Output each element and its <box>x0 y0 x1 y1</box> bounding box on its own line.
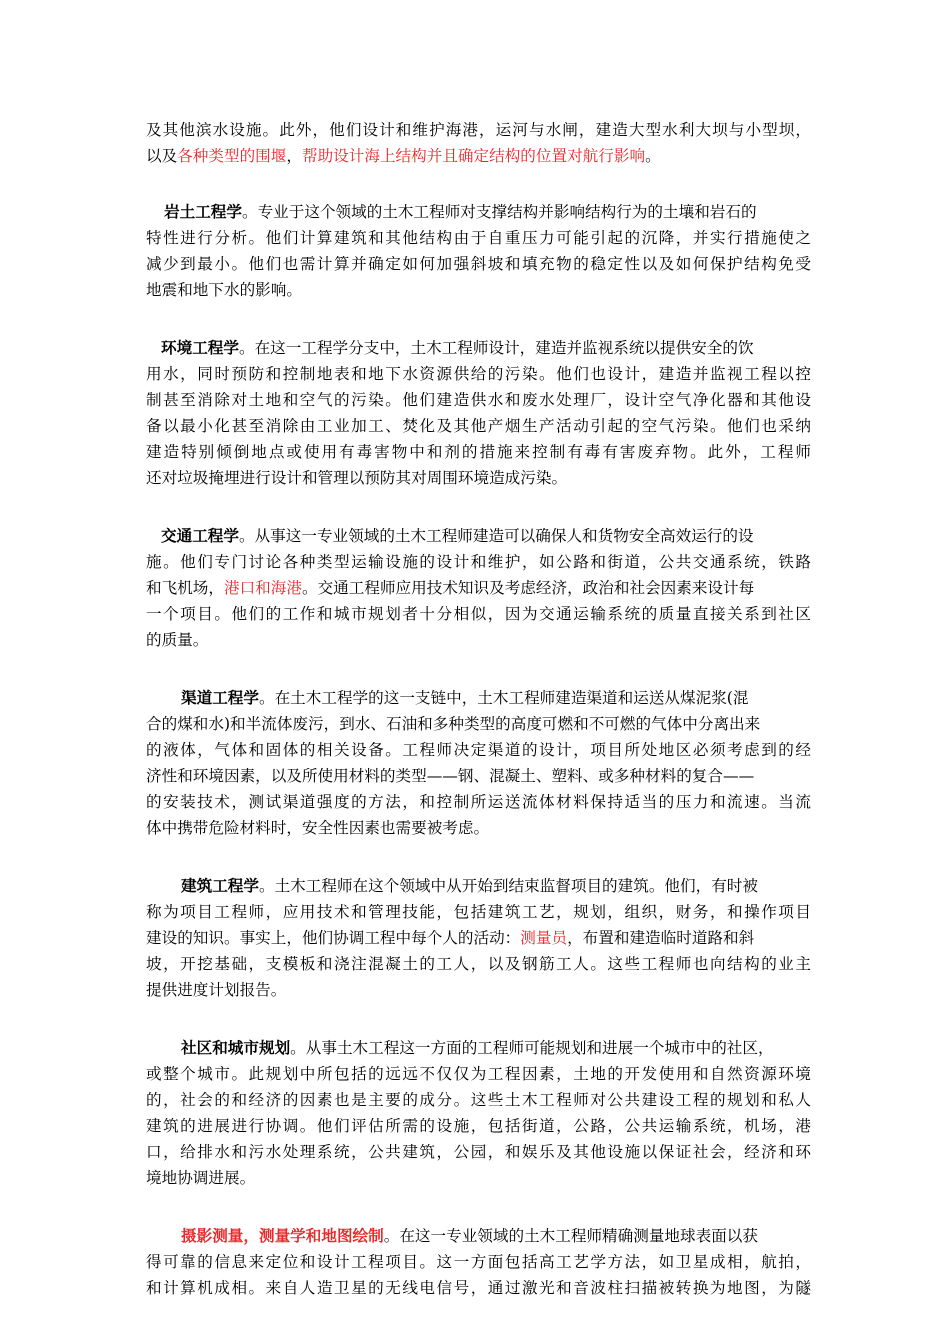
text-line <box>146 335 811 361</box>
text-line <box>146 465 811 491</box>
text-line <box>146 763 811 789</box>
text-line <box>146 1165 811 1191</box>
text-line <box>146 1249 811 1275</box>
text-run: 的安装技术，测试渠道强度的方法，和控制所运送流体材料保持适当的压力和流速。当流 <box>146 793 811 811</box>
text-line <box>146 1275 811 1301</box>
text-line <box>146 1061 811 1087</box>
text-run: 提供进度计划报告。 <box>146 981 287 999</box>
paragraph-pipeline <box>146 685 811 841</box>
text-line <box>146 439 811 465</box>
paragraph-urban-planning <box>146 1035 811 1191</box>
text-line <box>146 143 811 169</box>
text-line <box>146 1087 811 1113</box>
text-run: 或整个城市。此规划中所包括的远远不仅仅为工程因素，土地的开发使用和自然资源环境 <box>146 1065 811 1083</box>
text-line <box>146 1223 811 1249</box>
section-heading: 摄影测量，测量学和地图绘制 <box>181 1226 384 1245</box>
text-run: 。在这一专业领域的土木工程师精确测量地球表面以获 <box>383 1227 758 1245</box>
section-heading: 交通工程学 <box>161 526 239 545</box>
text-run: 的，社会的和经济的因素也是主要的成分。这些土木工程师对公共建设工程的规划和私人 <box>146 1091 811 1109</box>
text-run: 济性和环境因素，以及所使用材料的类型——钢、混凝土、塑料、或多种材料的复合—— <box>146 767 755 785</box>
text-run: 得可靠的信息来定位和设计工程项目。这一方面包括高工艺学方法，如卫星成相，航拍， <box>146 1253 811 1271</box>
text-run: 建造特别倾倒地点或使用有毒害物中和剂的措施来控制有毒有害废弃物。此外，工程师 <box>146 443 811 461</box>
text-line <box>146 413 811 439</box>
text-line <box>146 251 811 277</box>
text-run: 。专业于这个领域的土木工程师对支撑结构并影响结构行为的土壤和岩石的 <box>241 203 757 221</box>
text-line <box>146 601 811 627</box>
text-line <box>146 873 811 899</box>
highlight-text-cofferdams: 各种类型的围堰 <box>177 147 287 165</box>
text-line <box>146 925 811 951</box>
paragraph-surveying <box>146 1223 811 1301</box>
text-run: 。在土木工程学的这一支链中，土木工程师建造渠道和运送从煤泥浆(混 <box>258 689 749 707</box>
text-line <box>146 977 811 1003</box>
text-line <box>146 225 811 251</box>
text-line <box>146 899 811 925</box>
section-heading: 岩土工程学 <box>164 202 242 221</box>
text-line <box>146 627 811 653</box>
paragraph-transportation <box>146 523 811 653</box>
document-page <box>146 117 811 1333</box>
text-line <box>146 815 811 841</box>
text-line <box>146 575 811 601</box>
highlight-text-offshore: 帮助设计海上结构并且确定结构的位置对航行影响 <box>301 147 646 165</box>
text-run: 。交通工程师应用技术知识及考虑经济，政治和社会因素来设计每 <box>301 579 755 597</box>
text-line <box>146 1113 811 1139</box>
text-run: 。土木工程师在这个领域中从开始到结束监督项目的建筑。他们，有时被 <box>258 877 758 895</box>
text-run: 境地协调进展。 <box>146 1169 256 1187</box>
text-run: 制甚至消除对土地和空气的污染。他们建造供水和废水处理厂，设计空气净化器和其他设 <box>146 391 811 409</box>
paragraph-geotechnical <box>146 199 811 303</box>
text-line <box>146 951 811 977</box>
paragraph-continuation <box>146 117 811 169</box>
text-run: 合的煤和水)和半流体废污，到水、石油和多种类型的高度可燃和不可燃的气体中分离出来 <box>146 715 761 733</box>
paragraph-construction <box>146 873 811 1003</box>
text-run: 的液体，气体和固体的相关设备。工程师决定渠道的设计，项目所处地区必须考虑到的经 <box>146 741 811 759</box>
text-line <box>146 737 811 763</box>
text-run: ， <box>286 147 302 165</box>
text-run: 施。他们专门讨论各种类型运输设施的设计和维护，如公路和街道，公共交通系统，铁路 <box>146 553 811 571</box>
text-line <box>146 199 811 225</box>
text-line <box>146 1035 811 1061</box>
text-run: 。在这一工程学分支中，土木工程师设计，建造并监视系统以提供安全的饮 <box>238 339 754 357</box>
text-run: 减少到最小。他们也需计算并确定如何加强斜坡和填充物的稳定性以及如何保护结构免受 <box>146 255 811 273</box>
section-heading: 渠道工程学 <box>181 688 259 707</box>
text-run: 口，给排水和污水处理系统，公共建筑，公园，和娱乐及其他设施以保证社会，经济和环 <box>146 1143 811 1161</box>
section-heading: 建筑工程学 <box>181 876 259 895</box>
text-run: ，布置和建造临时道路和斜 <box>567 929 755 947</box>
section-heading: 环境工程学 <box>161 338 239 357</box>
text-run: 体中携带危险材料时，安全性因素也需要被考虑。 <box>146 819 490 837</box>
text-run: 和计算机成相。来自人造卫星的无线电信号，通过激光和音波柱扫描被转换为地图，为隧 <box>146 1279 811 1297</box>
text-run: 建设的知识。事实上，他们协调工程中每个人的活动： <box>146 929 521 947</box>
section-heading: 社区和城市规划 <box>181 1038 291 1057</box>
text-line <box>146 549 811 575</box>
text-run: 以及 <box>146 147 178 165</box>
text-run: 特性进行分析。他们计算建筑和其他结构由于自重压力可能引起的沉降，并实行措施使之 <box>146 229 811 247</box>
text-line <box>146 523 811 549</box>
text-line <box>146 1139 811 1165</box>
text-line <box>146 789 811 815</box>
text-run: 用水，同时预防和控制地表和地下水资源供给的污染。他们也设计，建造并监视工程以控 <box>146 365 811 383</box>
text-line <box>146 387 811 413</box>
text-run: 及其他滨水设施。此外，他们设计和维护海港，运河与水闸，建造大型水利大坝与小型坝， <box>146 121 811 139</box>
text-run: 称为项目工程师，应用技术和管理技能，包括建筑工艺，规划，组织，财务，和操作项目 <box>146 903 811 921</box>
paragraph-environmental <box>146 335 811 491</box>
highlight-text-ports: 港口和海港 <box>223 579 302 597</box>
text-line <box>146 117 811 143</box>
text-run: 。从事这一专业领域的土木工程师建造可以确保人和货物安全高效运行的设 <box>238 527 754 545</box>
text-run: 还对垃圾掩埋进行设计和管理以预防其对周围环境造成污染。 <box>146 469 568 487</box>
text-run: 备以最小化甚至消除由工业加工、焚化及其他产烟生产活动引起的空气污染。他们也采纳 <box>146 417 811 435</box>
text-line <box>146 685 811 711</box>
text-line <box>146 711 811 737</box>
text-run: 一个项目。他们的工作和城市规划者十分相似，因为交通运输系统的质量直接关系到社区 <box>146 605 811 623</box>
text-run: 。从事土木工程这一方面的工程师可能规划和进展一个城市中的社区， <box>290 1039 774 1057</box>
text-run: 地震和地下水的影响。 <box>146 281 302 299</box>
text-run: 和飞机场， <box>146 579 224 597</box>
text-line <box>146 361 811 387</box>
highlight-text-surveyors: 测量员 <box>520 929 568 947</box>
text-run: 。 <box>645 147 661 165</box>
text-line <box>146 277 811 303</box>
text-run: 坡，开挖基础，支模板和浇注混凝土的工人，以及钢筋工人。这些工程师也向结构的业主 <box>146 955 811 973</box>
text-run: 建筑的进展进行协调。他们评估所需的设施，包括街道，公路，公共运输系统，机场，港 <box>146 1117 811 1135</box>
text-run: 的质量。 <box>146 631 209 649</box>
